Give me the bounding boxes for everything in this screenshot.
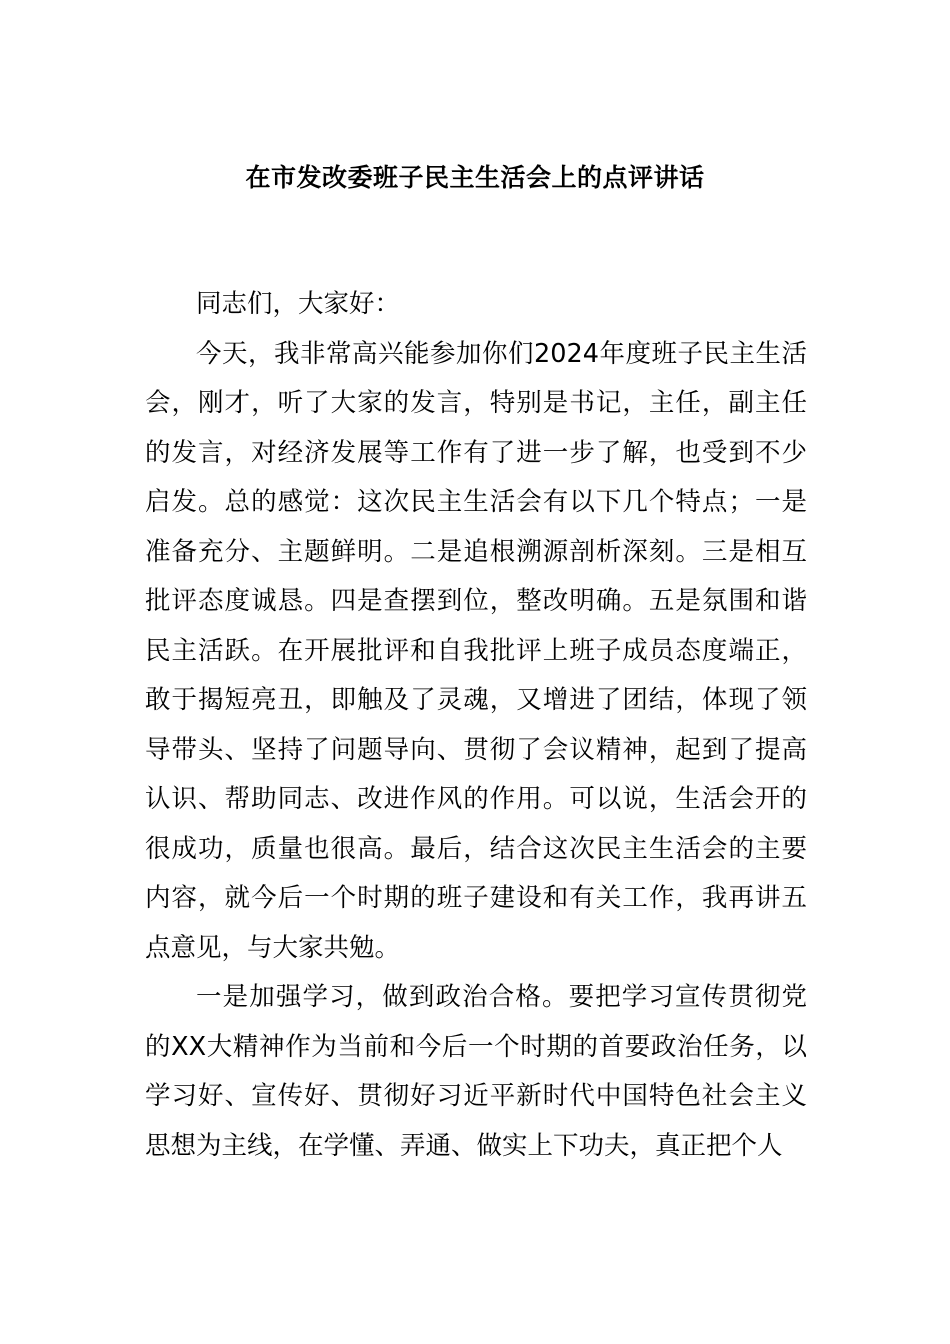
paragraph-point-one: 一是加强学习，做到政治合格。要把学习宣传贯彻党的XX大精神作为当前和今后一个时期的首要政治任务，以学习好、宣传好、贯彻好习近平新时代中国特色社会主义思想为主线，在学懂、弄通、做实上下功夫，真正把个人: [145, 982, 807, 1161]
document-body: [145, 280, 807, 1171]
paragraph-opening: 今天，我非常高兴能参加你们2024年度班子民主生活会，刚才，听了大家的发言，特别是书记，主任，副主任的发言，对经济发展等工作有了进一步了解，也受到不少启发。总的感觉：这次民主生活会有以下几个特点；一是准备充分、主题鲜明。二是追根溯源剖析深刻。三是相互批评态度诚恳。四是查摆到位，整改明确。五是氛围和谐民主活跃。在开展批评和自我批评上班子成员态度端正，敢于揭短亮丑，即触及了灵魂，又增进了团结，体现了领导带头、坚持了问题导向、贯彻了会议精神，起到了提高认识、帮助同志、改进作风的作用。可以说，生活会开的很成功，质量也很高。最后，结合这次民主生活会的主要内容，就今后一个时期的班子建设和有关工作，我再讲五点意见，与大家共勉。: [145, 338, 807, 963]
document-title: 在市发改委班子民主生活会上的点评讲话: [245, 163, 705, 192]
paragraph-greeting: 同志们，大家好：: [196, 289, 401, 319]
